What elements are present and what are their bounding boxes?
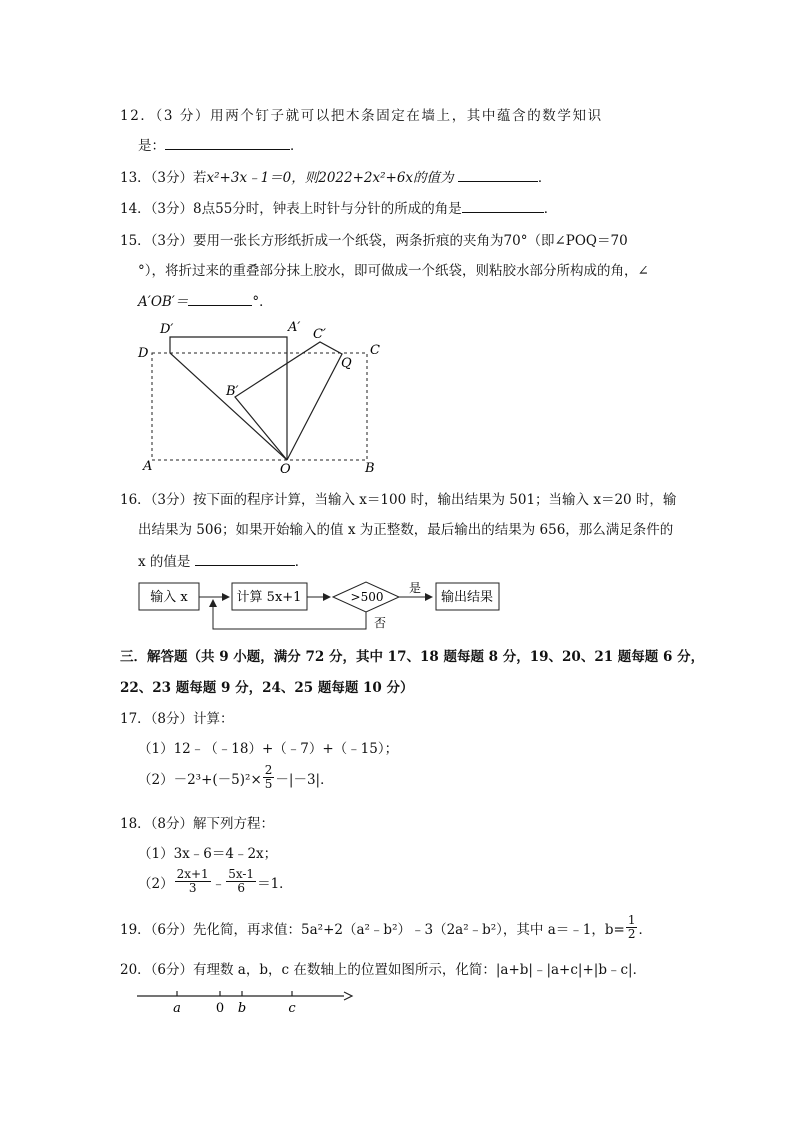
program-flowchart bbox=[130, 574, 510, 634]
axis-label-c: c bbox=[288, 1001, 296, 1015]
label-q: Q bbox=[341, 356, 352, 371]
label-d-prime: D′ bbox=[160, 322, 174, 337]
label-o: O bbox=[280, 462, 291, 476]
answer-blank[interactable] bbox=[188, 291, 252, 306]
fraction: $\frac{5x-1}{6}$ bbox=[228, 867, 255, 895]
axis-label-a: a bbox=[173, 1001, 181, 1015]
q18-title: 18．（8分）解下列方程： bbox=[120, 816, 275, 832]
answer-blank[interactable] bbox=[462, 198, 544, 213]
q15-line2: °），将折过来的重叠部分抹上胶水，即可做成一个纸袋，则粘胶水部分所构成的角，∠ bbox=[138, 263, 649, 279]
label-c: C bbox=[370, 343, 380, 358]
label-a-prime: A′ bbox=[288, 320, 301, 335]
fold-right bbox=[235, 342, 342, 460]
answer-blank[interactable] bbox=[458, 167, 538, 182]
label-b: B bbox=[365, 461, 375, 476]
q19: 19．（6分）先化简，再求值：5a²+2（a²﹣b²）﹣3（2a²﹣b²），其中 a＝﹣1，b= $\frac{1}{2}$ ． bbox=[120, 913, 652, 941]
q16-line2: 出结果为 506；如果开始输入的值 x 为正整数，最后输出的结果为 656，那么满足条件的 bbox=[138, 522, 674, 538]
answer-blank[interactable] bbox=[165, 135, 290, 150]
fraction: $\frac{1}{2}$ bbox=[627, 913, 636, 941]
q12-line2: 是： ． bbox=[138, 134, 304, 154]
fraction: $\frac{2x+1}{3}$ bbox=[176, 867, 209, 895]
number-line bbox=[130, 985, 360, 1015]
q13: 13．（3分）若x²+3x﹣1＝0，则2022+2x²+6x的值为 ． bbox=[120, 166, 551, 186]
q18-part2: （2） $\frac{2x+1}{3}$ ﹣ $\frac{5x-1}{6}$ ＝1． bbox=[138, 867, 293, 895]
section-header-line2: 22、23 题每题 9 分，24、25 题每题 10 分） bbox=[120, 680, 414, 696]
q15-line3: A′OB′＝ °． bbox=[138, 290, 273, 310]
folding-figure bbox=[130, 316, 390, 476]
axis-label-b: b bbox=[237, 1001, 247, 1015]
section-header-line1: 三．解答题（共 9 小题，满分 72 分，其中 17、18 题每题 8 分，19、20、21 题每题 6 分， bbox=[120, 649, 705, 665]
yes-label: 是 bbox=[408, 581, 422, 595]
label-a: A bbox=[143, 459, 153, 474]
condition-label: >500 bbox=[350, 590, 384, 604]
q17-part1: （1）12﹣（﹣18）+（﹣7）+（﹣15）； bbox=[138, 741, 399, 757]
answer-blank[interactable] bbox=[195, 551, 295, 566]
q17-part2: （2） －2³+(－5)²× $\frac{2}{5}$ －|－3|． bbox=[138, 763, 334, 791]
q16-line1: 16．（3分）按下面的程序计算，当输入 x＝100 时，输出结果为 501；当输入 x＝20 时，输 bbox=[120, 492, 677, 508]
q18-part1: （1）3x﹣6＝4﹣2x； bbox=[138, 846, 278, 862]
input-label: 输入 x bbox=[150, 590, 188, 605]
output-label: 输出结果 bbox=[440, 590, 494, 605]
q15-line1: 15．（3分）要用一张长方形纸折成一个纸袋，两条折痕的夹角为70°（即∠POQ＝70 bbox=[120, 233, 628, 249]
q14: 14．（3分）8点55分时，钟表上时针与分针的所成的角是 ． bbox=[120, 197, 557, 217]
label-d: D bbox=[138, 346, 149, 361]
q20: 20．（6分）有理数 a，b，c 在数轴上的位置如图所示，化简：|a+b|﹣|a+c|+|b﹣c|． bbox=[120, 962, 647, 978]
compute-label: 计算 5x+1 bbox=[236, 590, 302, 605]
axis-label-zero: 0 bbox=[215, 1001, 225, 1015]
no-label: 否 bbox=[373, 616, 387, 630]
q17-title: 17．（8分）计算： bbox=[120, 711, 234, 727]
q12-line1: 12．（3 分）用两个钉子就可以把木条固定在墙上，其中蕴含的数学知识 bbox=[120, 108, 603, 124]
label-b-prime: B′ bbox=[226, 384, 239, 399]
fraction: $\frac{2}{5}$ bbox=[264, 763, 273, 791]
label-c-prime: C′ bbox=[313, 327, 326, 342]
q16-line3: x 的值是 ． bbox=[138, 550, 308, 570]
